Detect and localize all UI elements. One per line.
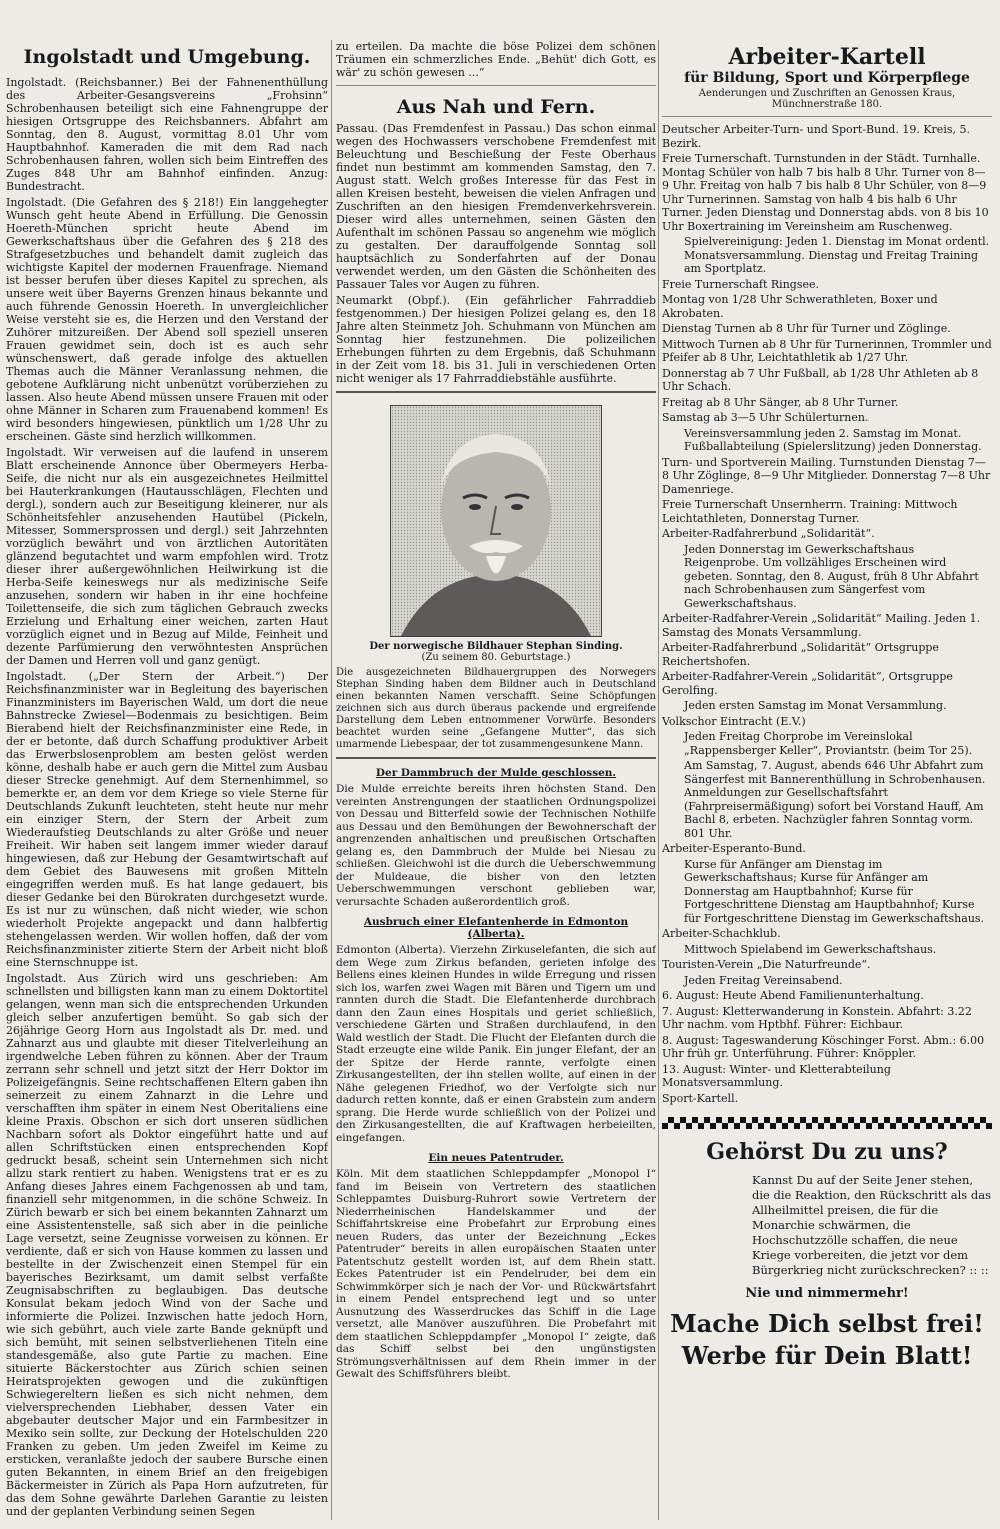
kartell-entry: Jeden Freitag Chorprobe im Vereinslokal „Rappensberger Keller“, Proviantstr. (beim Tor 25). — [684, 730, 973, 757]
story-text-patentruder: Köln. Mit dem staatlichen Schleppdampfer „Monopol I“ fand im Beisein von Vertretern des staatlichen Schleppamtes Duisburg-Ruhrort sowie Vertretern der Niederrheinischen Handelskammer und der Schiffahrtskreise eine Probefahrt zur Erprobung eines neuen Ruders, das unter der Bezeichnung „Eckes Patentruder“ bereits in allen europäischen Staaten unter Patentschutz gestellt worden ist, auf dem Rhein statt. Eckes Patentruder ist ein Pendelruder, bei dem ein Schwimmkörper sich je nach der Vor- und Rückwärtsfahrt in einem Pendel entsprechend legt und so unter Ausnutzung des Wasserdruckes das Schiff in die Lage versetzt, alle Manöver auszuführen. Die Probefahrt mit dem staatlichen Schleppdampfer „Monopol I“ zeigte, daß das Schiff selbst bei den ungünstigsten Strömungsverhältnissen auf dem Rhein immer in der Gewalt des Schiffsführers bleibt. — [336, 1168, 656, 1380]
story-text-dammbruch: Die Mulde erreichte bereits ihren höchsten Stand. Den vereinten Anstrengungen der staatlichen Ordnungspolizei von Dessau und Bitterfeld sowie der Technischen Nothilfe aus Dessau und den Bemühungen der Bewohnerschaft der angrenzenden anhaltischen und preußischen Ortschaften gelang es, den Dammbruch der Mulde bei Niesau zu schließen. Gleichwohl ist die durch die Ueberschwemmung der Muldeaue, die bisher von den letzten Ueberschwemmungen verschont geblieben war, verursachte Schaden außerordentlich groß. — [336, 783, 656, 908]
kartell-entry: Donnerstag ab 7 Uhr Fußball, ab 1/28 Uhr Athleten ab 8 Uhr Schach. — [662, 366, 979, 393]
kartell-entry: Sport-Kartell. — [662, 1091, 739, 1105]
article-paragraph: Ingolstadt. (Reichsbanner.) Bei der Fahnenenthüllung des Arbeiter-Gesangsvereins „Frohsinn“ Schrobenhausen beteiligt sich eine Fahnengruppe der hiesigen Ortsgruppe des Reichsbanners. Abfahrt am Sonntag, den 8. August, vormittag 8.01 Uhr vom Hauptbahnhof. Kameraden die mit dem Rad nach Schrobenhausen fahren, wollen sich beim Eintreffen des Zuges 848 Uhr am Bahnhof einfinden. Anzug: Bundestracht. — [6, 76, 328, 193]
kartell-entry: 7. August: Kletterwanderung in Konstein. Abfahrt: 3.22 Uhr nachm. vom Hptbhf. Führer: Eichbaur. — [662, 1004, 972, 1031]
kartell-entry: 13. August: Winter- und Kletterabteilung Monatsversammlung. — [662, 1062, 891, 1089]
kartell-entry: Touristen-Verein „Die Naturfreunde“. — [662, 958, 871, 971]
cta-body: Kannst Du auf der Seite Jener stehen, die die Reaktion, den Rückschritt als das Allheilmittel preisen, die für die Monarchie schwärmen, die Hochschutzzölle schaffen, die neue Kriege vorbereiten, die jetzt vor dem Bürgerkrieg nicht zurückschrecken? :: :: — [752, 1173, 991, 1277]
kartell-entry: Arbeiter-Radfahrer-Verein „Solidarität“, Ortsgruppe Gerolfing. — [662, 670, 953, 697]
column-ingolstadt — [6, 40, 328, 1520]
cta-line-1: Mache Dich selbst frei! — [670, 1309, 984, 1338]
kartell-address: Aenderungen und Zuschriften an Genossen Kraus, Münchnerstraße 180. — [698, 88, 956, 110]
cta-slogan: Nie und nimmermehr! — [745, 1286, 909, 1301]
kartell-entry: Arbeiter-Schachklub. — [662, 927, 781, 940]
article-paragraph: Ingolstadt. (Die Gefahren des § 218!) Ein langgehegter Wunsch geht heute Abend in Erfüllung. Die Genossin Hoereth-München spricht heute Abend im Gewerkschaftshaus über die Gefahren des § 218 des Strafgesetzbuches und behandelt damit zugleich das wichtigste Kapitel der modernen Frauenfrage. Niemand ist besser berufen über dieses Kapitel zu sprechen, als unsere weit über Bayerns Grenzen hinaus bekannte und auch führende Genossin Hoereth. In unvergleichlicher Weise versteht sie es, die Herzen und den Verstand der Zuhörer mitzureißen. Der Abend soll speziell unseren Frauen gewidmet sein, doch ist es auch sehr wünschenswert, daß gerade infolge des aktuellen Themas auch die Männer Veranlassung nehmen, die gebotene Aufklärung nicht unbenützt vorüberziehen zu lassen. Also heute Abend müssen unsere Frauen mit oder ohne Männer in Scharen zum Frauenabend kommen! Es wird besonders hingewiesen, pünktlich um 1/28 Uhr zu erscheinen. Gäste sind herzlich willkommen. — [6, 196, 328, 443]
nah-fern-articles — [336, 122, 656, 385]
portrait-caption: Der norwegische Bildhauer Stephan Sinding. — [369, 641, 623, 652]
kartell-title: Arbeiter-Kartell — [728, 44, 926, 70]
divider — [336, 85, 656, 86]
cta-line-2: Werbe für Dein Blatt! — [681, 1341, 973, 1370]
kartell-entry: Arbeiter-Radfahrer-Verein „Solidarität“ Mailing. Jeden 1. Samstag des Monats Versammlung. — [662, 612, 981, 639]
kartell-entry: Vereinsversammlung jeden 2. Samstag im Monat. Fußballabteilung (Spielerslitzung) jeden Donnerstag. — [684, 426, 982, 453]
article-paragraph: Neumarkt (Obpf.). (Ein gefährlicher Fahrraddieb festgenommen.) Der hiesigen Polizei gelang es, den 18 Jahre alten Steinmetz Joh. Schuhmann von München am Sonntag hier festzunehmen. Die polizeilichen Erhebungen führten zu dem Ergebnis, daß Schuhmann in der Zeit vom 18. bis 31. Juli in verschiedenen Orten nicht weniger als 17 Fahrraddiebstähle ausführte. — [336, 294, 656, 385]
divider — [336, 757, 656, 759]
kartell-entry: Jeden Freitag Vereinsabend. — [684, 973, 843, 987]
kartell-entry: Dienstag Turnen ab 8 Uhr für Turner und Zöglinge. — [662, 322, 951, 335]
portrait-illustration — [391, 406, 601, 636]
kartell-entry: Volkschor Eintracht (E.V.) — [662, 714, 806, 728]
portrait-note: Die ausgezeichneten Bildhauergruppen des Norwegers Stephan Sinding haben dem Bildner auch in Deutschland einen bekannten Namen verschafft. Seine Schöpfungen zeichnen sich aus durch überaus packende und ergreifende Darstellung dem Leben entnommener Vorwürfe. Besonders beachtet wurden seine „Gefangene Mutter“, das sich umarmende Liebespaar, der tot zusammengesunkene Mann. — [336, 667, 656, 750]
checker-border — [662, 1117, 992, 1129]
article-paragraph: Ingolstadt. („Der Stern der Arbeit.“) Der Reichsfinanzminister war in Begleitung des bayerischen Finanzministers im Bayerischen Wald, um dort die neue Bahnstrecke Zwiesel—Bodenmais zu besichtigen. Beim Bierabend hielt der Reichsfinanzminister eine Rede, in der er betonte, daß durch Schaffung produktiver Arbeit das Erwerbslosenproblem am besten gelöst werden könne, deshalb habe er auch gern die Mittel zum Ausbau dieser Strecke genehmigt. Auf dem Sternenhimmel, so bemerkte er, an dem vor dem Kriege so viele Sterne für Deutschlands Zukunft leuchteten, steht heute nur mehr ein einziger Stern, der Stern der Arbeit zum Wiederaufstieg Deutschlands zu alter Größe und neuer Freiheit. Wir haben seit langem immer wieder darauf hingewiesen, daß zur Hebung der Gesamtwirtschaft auf dem Gebiet des Bauwesens mit großen Mitteln eingegriffen werden muß. Es hat lange gedauert, bis dieser Gedanke bei den Bürokraten durchgesetzt wurde. Es ist nur zu wünschen, daß nicht wieder, wie schon wiederholt Projekte angepackt und dann halbfertig stehengelassen werden. Wir wollen hoffen, daß der vom Reichsfinanzminister zitierte Stern der Arbeit nicht bloß eine Sternschnuppe ist. — [6, 670, 328, 969]
story-title-patentruder: Ein neues Patentruder. — [428, 1152, 564, 1164]
section-title-nah-fern: Aus Nah und Fern. — [396, 96, 596, 118]
portrait-image — [390, 405, 602, 637]
kartell-subtitle: für Bildung, Sport und Körperpflege — [684, 70, 970, 86]
article-paragraph: Ingolstadt. Aus Zürich wird uns geschrieben: Am schnellsten und billigsten kann man zu einem Doktortitel gelangen, wenn man sich die entsprechenden Urkunden gleich selber anzufertigen bemüht. So gab sich der 26jährige Georg Horn aus Ingolstadt als Dr. med. und Zahnarzt aus und glaubte mit dieser Titelverleihung an irgendwelche Leben führen zu können. Aber der Traum zerrann sehr schnell und jetzt sitzt der Herr Doktor im Polizeigefängnis. Seine rechtschaffenen Eltern gaben ihn seinerzeit zu einem Zahnarzt in die Lehre und verschafften ihm später in einem Nest Oberitaliens eine kleine Praxis. Obschon er sich dort unseren südlichen Nachbarn sofort als Doktor eingeführt hatte und auf allen Schriftstücken einen entsprechenden Kopf gedruckt besaß, scheint sein Unternehmen sich nicht allzu stark rentiert zu haben. Wenigstens trat er es zu Anfang dieses Jahres einem Fachgenossen ab und tam, finanziell sehr mitgenommen, in die schöne Schweiz. In Zürich bewarb er sich bei einem bekannten Zahnarzt um eine Assistentenstelle, saß sich aber in die peinliche Lage versetzt, seine Zeugnisse vorweisen zu können. Er verdiente, daß er sich von Hause kommen zu lassen und bestellte in der Zwischenzeit einen Stempel für ein bayerisches Bezirksamt, um damit selbst verfaßte Zeugnisabschriften zu beglaubigen. Das deutsche Konsulat bekam jedoch Wind von der Sache und informierte die Polizei. Inzwischen hatte jedoch Horn, wie sich gebührt, auch viele zarte Bande geknüpft und sich bemüht, mit seinen selbstverliehenen Titeln eine standesgemäße, also gute Partie zu machen. Eine situierte Bäckerstochter aus Zürich schien seinen Heiratsprojekten gewogen und die zukünftigen Schwiegereltern ließen es sich nicht nehmen, dem vielversprechenden Liebhaber, dessen Vater ein abgebauter deutscher Major und ein Farmbesitzer in Mexiko sein sollte, zur Deckung der Hotelschulden 220 Franken zu geben. Um jeden Zweifel im Keime zu ersticken, veranlaßte jedoch der saubere Bursche einen guten Bekannten, in einem Brief an den freigebigen Bäckermeister in Zürich als Papa Horn aufzutreten, für das dem Sohne gewährte Darlehen Garantie zu leisten und der geplanten Verbindung seinen Segen — [6, 972, 328, 1518]
kartell-entry: Freie Turnerschaft Ringsee. — [662, 277, 819, 291]
kartell-entry: Arbeiter-Radfahrerbund „Solidarität“ Ortsgruppe Reichertshofen. — [662, 641, 939, 668]
column-divider — [658, 40, 659, 1520]
kartell-entry: Turn- und Sportverein Mailing. Turnstunden Dienstag 7—8 Uhr Zöglinge, 8—9 Uhr Mitglieder. Donnerstag 7—8 Uhr Damenriege. — [662, 455, 991, 496]
kartell-entry: Freitag ab 8 Uhr Sänger, ab 8 Uhr Turner. — [662, 395, 899, 409]
cta-title: Gehörst Du zu uns? — [706, 1139, 948, 1165]
story-title-elefanten: Ausbruch einer Elefantenherde in Edmonton (Alberta). — [363, 916, 629, 940]
column-divider — [331, 40, 332, 1520]
article-paragraph: Passau. (Das Fremdenfest in Passau.) Das schon einmal wegen des Hochwassers verschobene Fremdenfest mit Beleuchtung und Beschießung der Feste Oberhaus findet nun bestimmt am kommenden Samstag, den 7. August statt. Welch großes Interesse für das Fest in allen Kreisen besteht, beweisen die vielen Anfragen und Zuschriften an den hiesigen Fremdenverkehrsverein. Dieser wird alles unternehmen, seinen Gästen den Aufenthalt im schönen Passau so angenehm wie möglich zu gestalten. Der darauffolgende Sonntag soll hauptsächlich zu Sonderfahrten auf der Donau verwendet werden, um den Gästen die Schönheiten des Passauer Tales vor Augen zu führen. — [336, 122, 656, 291]
column-nah-und-fern — [336, 40, 656, 1520]
kartell-entry: Am Samstag, 7. August, abends 646 Uhr Abfahrt zum Sängerfest mit Bannerenthüllung in Schrobenhausen. Anmeldungen zur Gesellschaftsfahrt (Fahrpreisermäßigung) sofort bei Vorstand Hauff, Am Bachl 8, erbeten. Nachzügler fahren Sonntag vorm. 801 Uhr. — [684, 759, 986, 840]
kartell-entry: 8. August: Tageswanderung Köschinger Forst. Abm.: 6.00 Uhr früh gr. Unterführung. Führer: Knöppler. — [662, 1033, 985, 1060]
kartell-entry: Spielvereinigung: Jeden 1. Dienstag im Monat ordentl. Monatsversammlung. Dienstag und Freitag Training am Sportplatz. — [684, 235, 990, 275]
divider — [662, 116, 992, 117]
kartell-entry: Arbeiter-Radfahrerbund „Solidarität“. — [662, 527, 875, 540]
story-text-elefanten: Edmonton (Alberta). Vierzehn Zirkuselefanten, die sich auf dem Wege zum Zirkus befanden, gerieten infolge des Bellens eines kleinen Hundes in wilde Erregung und rissen sich los, warfen zwei Wagen mit Bären und Tigern um und rannten durch die Stadt. Die Elefantenherde durchbrach dann den Zaun eines Hospitals und geriet schließlich, verschiedene Gärten und Straßen durchlaufend, in den Wald westlich der Stadt. Die Flucht der Elefanten durch die Stadt erzeugte eine wilde Panik. Ein junger Elefant, der an der Spitze der Herde rannte, verfolgte einen Zirkusangestellten, der ihn stellen wollte, auf einen in der Nähe gelegenen Friedhof, wo der Verfolgte sich nur dadurch retten konnte, daß er einen Grabstein zum andern sprang. Die Herde wurde schließlich von der Polizei und den Zirkusangestellten, die auf Kraftwagen herbeieilten, eingefangen. — [336, 944, 656, 1144]
kartell-entry: Freie Turnerschaft Unsernherrn. Training: Mittwoch Leichtathleten, Donnerstag Turner. — [662, 498, 958, 525]
column-arbeiter-kartell — [662, 40, 992, 1520]
kartell-entry: Arbeiter-Esperanto-Bund. — [662, 842, 806, 855]
kartell-entry: Freie Turnerschaft. Turnstunden in der Städt. Turnhalle. Montag Schüler von halb 7 bis halb 8 Uhr. Turner von 8—9 Uhr. Freitag von halb 7 bis halb 8 Uhr Schüler, von 8—9 Uhr Turnerinnen. Samstag von halb 4 bis halb 6 Uhr Turner. Jeden Dienstag und Donnerstag abds. von 8 bis 10 Uhr Boxertraining im Vereinsheim am Ruschenweg. — [662, 152, 989, 233]
continued-text: zu erteilen. Da machte die böse Polizei dem schönen Träumen ein schmerzliches Ende. „Behüt' dich Gott, es wär' zu schön gewesen ...“ — [336, 40, 656, 79]
kartell-entries — [662, 123, 992, 1105]
kartell-entry: Kurse für Anfänger am Dienstag im Gewerkschaftshaus; Kurse für Anfänger am Donnerstag am Hauptbahnhof; Kurse für Fortgeschrittene Dienstag am Hauptbahnhof; Kurse für Fortgeschrittene Dienstag im Gewerkschaftshaus. — [684, 857, 985, 925]
kartell-entry: Montag von 1/28 Uhr Schwerathleten, Boxer und Akrobaten. — [662, 293, 938, 320]
kartell-entry: Samstag ab 3—5 Uhr Schülerturnen. — [662, 411, 869, 424]
kartell-entry: Mittwoch Spielabend im Gewerkschaftshaus. — [684, 942, 937, 956]
kartell-entry: Deutscher Arbeiter-Turn- und Sport-Bund. 19. Kreis, 5. Bezirk. — [662, 123, 970, 150]
article-paragraph: Ingolstadt. Wir verweisen auf die laufend in unserem Blatt erscheinende Annonce über Obermeyers Herba-Seife, die nicht nur als ein ausgezeichnetes Heilmittel bei Hauterkrankungen (Hautausschlägen, Flechten und dergl.), sondern auch zur Beseitigung kleinerer, nur als Schönheitsfehler anzusehenden Hautübel (Pickeln, Mitesser, Sommersprossen und dergl.) seit Jahrzehnten vorzüglich bewährt und von ärztlichen Autoritäten glänzend begutachtet und warm empfohlen wird. Trotz dieser ihrer außergewöhnlichen Heilwirkung ist die Herba-Seife keineswegs nur als medizinische Seife anzusehen, sondern wir haben in ihr eine hochfeine Toilettenseife, die sich zum täglichen Gebrauch zwecks Erzielung und Erhaltung einer weichen, zarten Haut vorzüglich eignet und in Bezug auf Milde, Feinheit und dezente Parfümierung den verwöhntesten Ansprüchen der Damen und Herren voll und ganz genügt. — [6, 446, 328, 667]
ingolstadt-articles — [6, 76, 328, 1518]
story-title-dammbruch: Der Dammbruch der Mulde geschlossen. — [375, 767, 617, 779]
divider — [336, 391, 656, 393]
kartell-entry: Jeden Donnerstag im Gewerkschaftshaus Reigenprobe. Um vollzähliges Erscheinen wird gebeten. Sonntag, den 8. August, früh 8 Uhr Abfahrt nach Schrobenhausen zum Sängerfest vom Gewerkschaftshaus. — [684, 542, 979, 610]
section-title-ingolstadt: Ingolstadt und Umgebung. — [23, 46, 311, 68]
portrait-subcaption: (Zu seinem 80. Geburtstage.) — [421, 652, 571, 663]
kartell-entry: Jeden ersten Samstag im Monat Versammlung. — [684, 699, 947, 712]
kartell-entry: 6. August: Heute Abend Familienunterhaltung. — [662, 989, 924, 1002]
kartell-entry: Mittwoch Turnen ab 8 Uhr für Turnerinnen, Trommler und Pfeifer ab 8 Uhr, Leichtathletik ab 1/27 Uhr. — [662, 337, 992, 364]
